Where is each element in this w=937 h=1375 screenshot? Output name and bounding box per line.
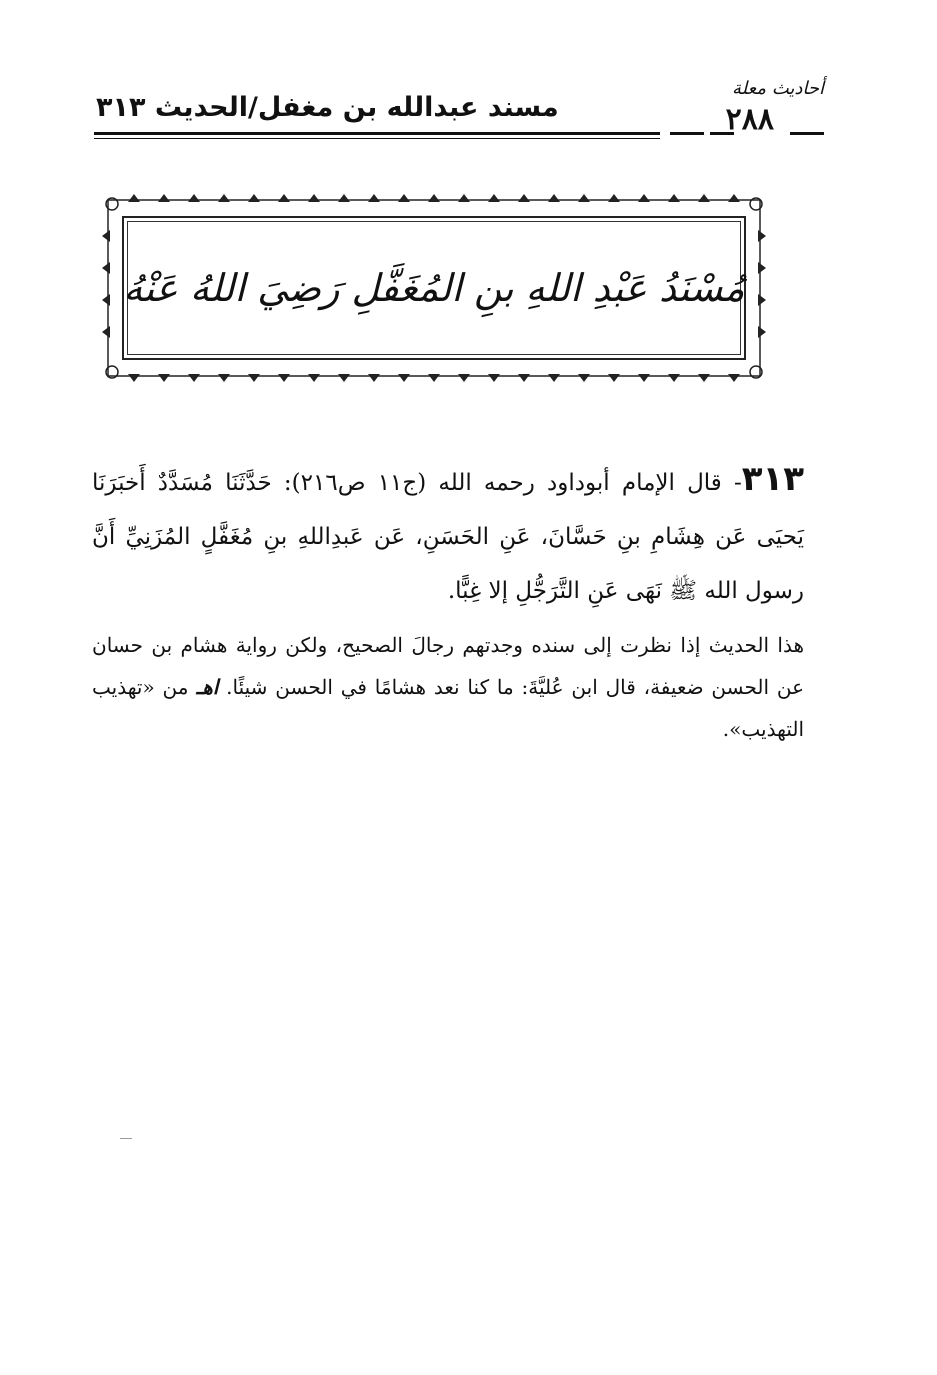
header-rule (94, 132, 660, 135)
running-title: مسند عبدالله بن مغفل/الحديث ٣١٣ (96, 92, 559, 123)
commentary-abbreviation: اهـ (196, 675, 219, 699)
hadith-number: ٣١٣ (741, 459, 804, 499)
commentary-text: هذا الحديث إذا نظرت إلى سنده وجدتهم رجالَ الصحيح، ولكن رواية هشام بن حسان عن الحسن ضعيفة، قال ابن عُليَّةَ: ما كنا نعد هشامًا في الحسن شيئًا. (92, 633, 805, 699)
page-header (90, 78, 830, 148)
header-rule-segment (670, 132, 704, 135)
book-title-mark: أحاديث معلة (732, 78, 824, 99)
page-number: ٢٨٨ (725, 102, 774, 137)
page-body (92, 452, 804, 750)
commentary-paragraph (92, 624, 804, 750)
commentary-source: من «تهذيب التهذيب». (92, 675, 804, 741)
page-mark (120, 1138, 132, 1139)
header-rule-segment (790, 132, 824, 135)
header-rule-segment (710, 132, 734, 135)
hadith-paragraph (92, 452, 804, 618)
section-title-frame (98, 190, 770, 386)
section-title: مُسْنَدُ عَبْدِ اللهِ بنِ المُغَفَّلِ رَضِيَ اللهُ عَنْهُ (123, 266, 745, 310)
hadith-text: - قال الإمام أبوداود رحمه الله (ج١١ ص٢١٦): حَدَّثَنَا مُسَدَّدٌ أَخبَرَنَا يَحيَى عَن هِشَامِ بنِ حَسَّانَ، عَنِ الحَسَنِ، عَن عَبدِاللهِ بنِ مُغَفَّلٍ المُزَنِيِّ أَنَّ رسول الله ﷺ نَهَى عَنِ التَّرَجُّلِ إلا غِبًّا. (92, 470, 804, 604)
